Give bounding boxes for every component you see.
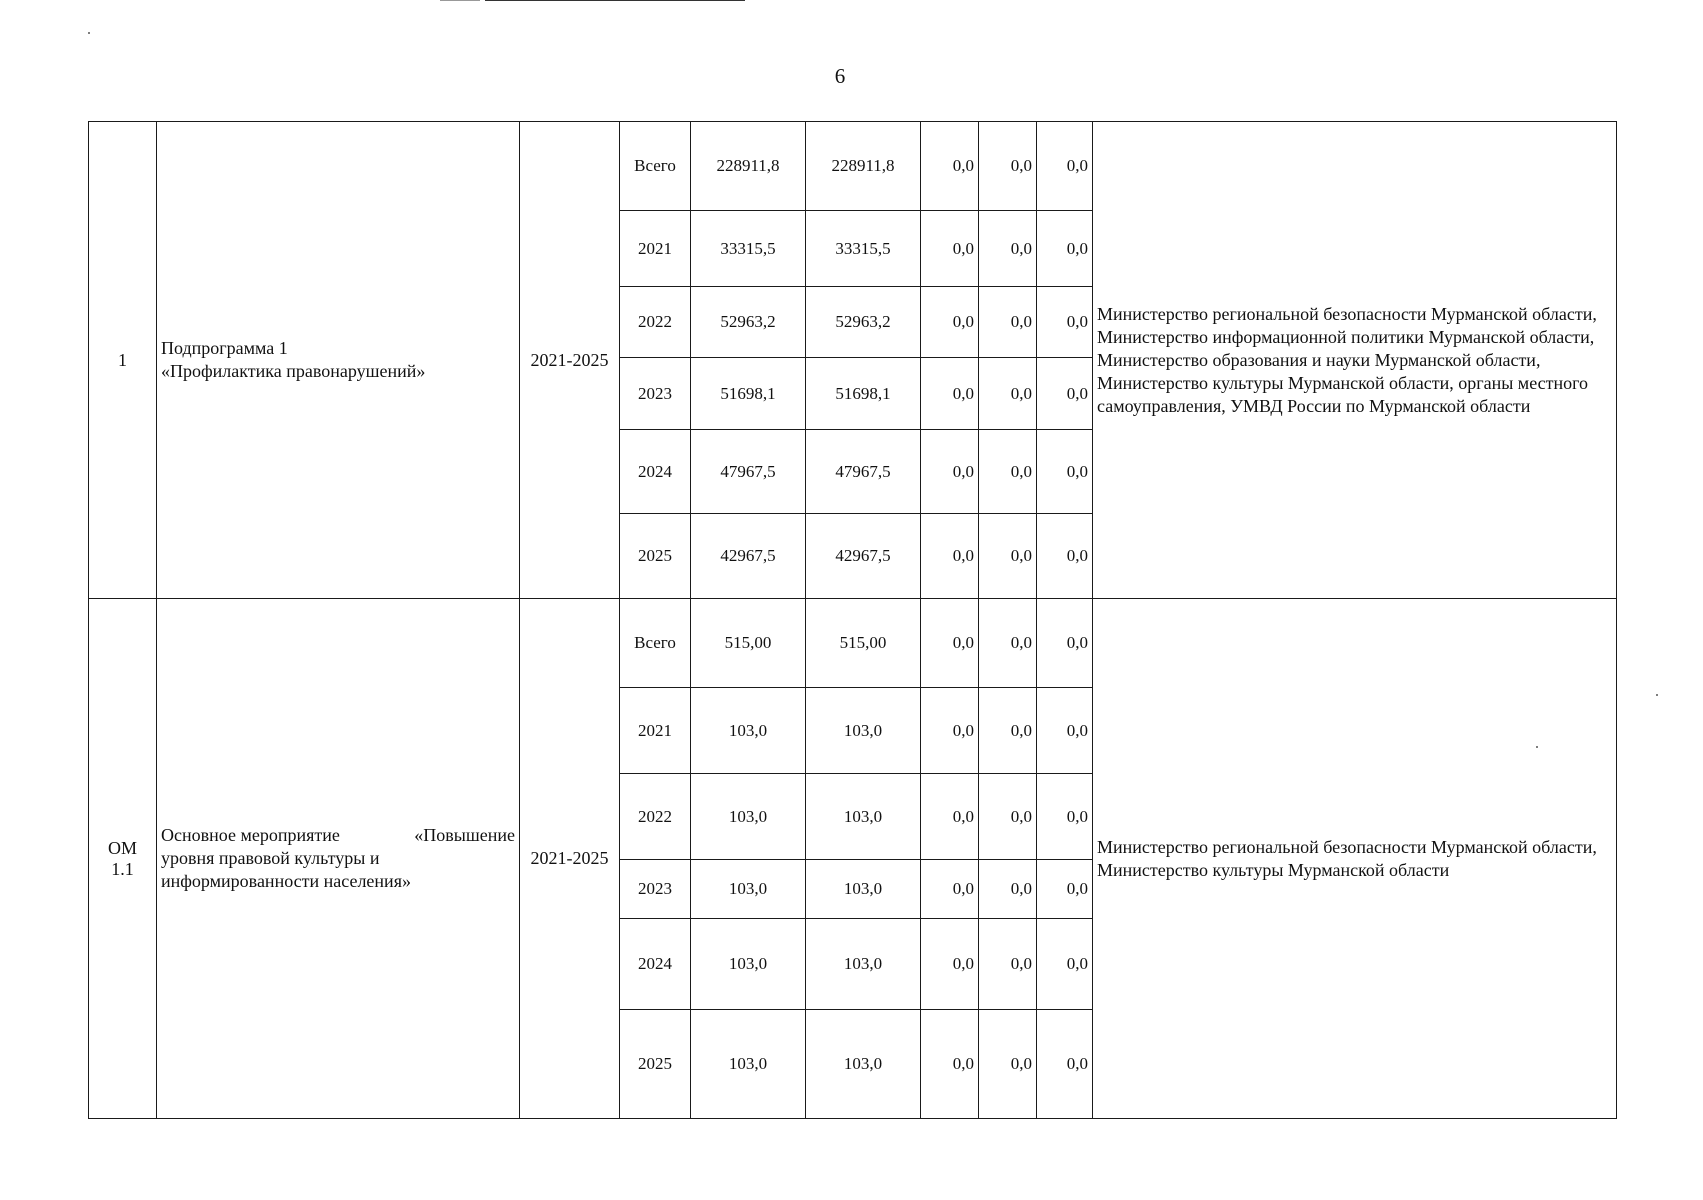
source4-value-cell: 0,0 xyxy=(1037,774,1093,860)
source1-value-cell: 103,0 xyxy=(806,919,921,1010)
source3-value-cell: 0,0 xyxy=(979,599,1037,688)
program-name-cell xyxy=(157,122,520,599)
source1-value-cell: 103,0 xyxy=(806,1010,921,1119)
row-number-line: 1.1 xyxy=(111,858,134,879)
source4-value-cell: 0,0 xyxy=(1037,430,1093,514)
source1-value-cell: 42967,5 xyxy=(806,514,921,599)
program-name-line: информированности населения» xyxy=(161,871,411,891)
source4-value-cell: 0,0 xyxy=(1037,122,1093,211)
scan-edge-line xyxy=(485,0,745,1)
year-cell: 2022 xyxy=(620,774,691,860)
year-cell: Всего xyxy=(620,122,691,211)
source4-value-cell: 0,0 xyxy=(1037,919,1093,1010)
year-cell: 2024 xyxy=(620,430,691,514)
source3-value-cell: 0,0 xyxy=(979,1010,1037,1119)
period-cell: 2021-2025 xyxy=(520,122,620,599)
source2-value-cell: 0,0 xyxy=(921,919,979,1010)
total-value-cell: 51698,1 xyxy=(691,358,806,430)
source1-value-cell: 33315,5 xyxy=(806,211,921,287)
total-value-cell: 52963,2 xyxy=(691,287,806,358)
source3-value-cell: 0,0 xyxy=(979,688,1037,774)
year-cell: 2021 xyxy=(620,688,691,774)
program-name-line xyxy=(161,824,515,847)
source2-value-cell: 0,0 xyxy=(921,514,979,599)
program-name-line: «Профилактика правонарушений» xyxy=(161,361,426,381)
source3-value-cell: 0,0 xyxy=(979,358,1037,430)
source4-value-cell: 0,0 xyxy=(1037,688,1093,774)
source1-value-cell: 103,0 xyxy=(806,688,921,774)
source1-value-cell: 103,0 xyxy=(806,860,921,919)
source4-value-cell: 0,0 xyxy=(1037,514,1093,599)
source2-value-cell: 0,0 xyxy=(921,122,979,211)
source1-value-cell: 51698,1 xyxy=(806,358,921,430)
row-number-cell: 1 xyxy=(89,122,157,599)
source3-value-cell: 0,0 xyxy=(979,860,1037,919)
responsible-cell: Министерство региональной безопасности Мурманской области, Министерство культуры Мурманской области xyxy=(1093,599,1617,1119)
row-number-line: ОМ xyxy=(107,837,137,858)
source3-value-cell: 0,0 xyxy=(979,774,1037,860)
source1-value-cell: 52963,2 xyxy=(806,287,921,358)
total-value-cell: 103,0 xyxy=(691,1010,806,1119)
responsible-cell: Министерство региональной безопасности Мурманской области, Министерство информационной политики Мурманской области, Министерство образования и науки Мурманской области, Министерство культуры Мурманской области, органы местного самоуправления, УМВД России по Мурманской области xyxy=(1093,122,1617,599)
source2-value-cell: 0,0 xyxy=(921,688,979,774)
page-number: 6 xyxy=(834,64,846,88)
source4-value-cell: 0,0 xyxy=(1037,211,1093,287)
year-cell: 2023 xyxy=(620,860,691,919)
source3-value-cell: 0,0 xyxy=(979,430,1037,514)
source1-value-cell: 103,0 xyxy=(806,774,921,860)
year-cell: 2022 xyxy=(620,287,691,358)
scan-speck xyxy=(88,32,90,34)
source2-value-cell: 0,0 xyxy=(921,287,979,358)
year-cell: 2024 xyxy=(620,919,691,1010)
source4-value-cell: 0,0 xyxy=(1037,599,1093,688)
year-cell: 2021 xyxy=(620,211,691,287)
scan-edge-mark xyxy=(440,0,480,1)
source4-value-cell: 0,0 xyxy=(1037,358,1093,430)
period-cell: 2021-2025 xyxy=(520,599,620,1119)
table-row xyxy=(89,599,1617,688)
year-cell: Всего xyxy=(620,599,691,688)
year-cell: 2025 xyxy=(620,1010,691,1119)
source2-value-cell: 0,0 xyxy=(921,774,979,860)
source4-value-cell: 0,0 xyxy=(1037,287,1093,358)
total-value-cell: 103,0 xyxy=(691,774,806,860)
program-name-part: Основное мероприятие xyxy=(161,825,340,845)
source2-value-cell: 0,0 xyxy=(921,1010,979,1119)
source2-value-cell: 0,0 xyxy=(921,211,979,287)
total-value-cell: 47967,5 xyxy=(691,430,806,514)
source3-value-cell: 0,0 xyxy=(979,122,1037,211)
total-value-cell: 103,0 xyxy=(691,688,806,774)
source3-value-cell: 0,0 xyxy=(979,211,1037,287)
source4-value-cell: 0,0 xyxy=(1037,860,1093,919)
source2-value-cell: 0,0 xyxy=(921,860,979,919)
total-value-cell: 33315,5 xyxy=(691,211,806,287)
row-number-cell xyxy=(89,599,157,1119)
source1-value-cell: 515,00 xyxy=(806,599,921,688)
source1-value-cell: 47967,5 xyxy=(806,430,921,514)
program-name-line: уровня правовой культуры и xyxy=(161,848,380,868)
source3-value-cell: 0,0 xyxy=(979,514,1037,599)
program-name-part: «Повышение xyxy=(414,825,515,845)
source1-value-cell: 228911,8 xyxy=(806,122,921,211)
source2-value-cell: 0,0 xyxy=(921,430,979,514)
program-name-line: Подпрограмма 1 xyxy=(161,338,288,358)
program-name-cell xyxy=(157,599,520,1119)
scan-speck xyxy=(1656,694,1658,696)
table-row xyxy=(89,122,1617,211)
source4-value-cell: 0,0 xyxy=(1037,1010,1093,1119)
total-value-cell: 515,00 xyxy=(691,599,806,688)
source2-value-cell: 0,0 xyxy=(921,358,979,430)
budget-table xyxy=(88,121,1617,1119)
source3-value-cell: 0,0 xyxy=(979,919,1037,1010)
total-value-cell: 42967,5 xyxy=(691,514,806,599)
total-value-cell: 103,0 xyxy=(691,860,806,919)
total-value-cell: 103,0 xyxy=(691,919,806,1010)
source2-value-cell: 0,0 xyxy=(921,599,979,688)
year-cell: 2025 xyxy=(620,514,691,599)
year-cell: 2023 xyxy=(620,358,691,430)
source3-value-cell: 0,0 xyxy=(979,287,1037,358)
total-value-cell: 228911,8 xyxy=(691,122,806,211)
